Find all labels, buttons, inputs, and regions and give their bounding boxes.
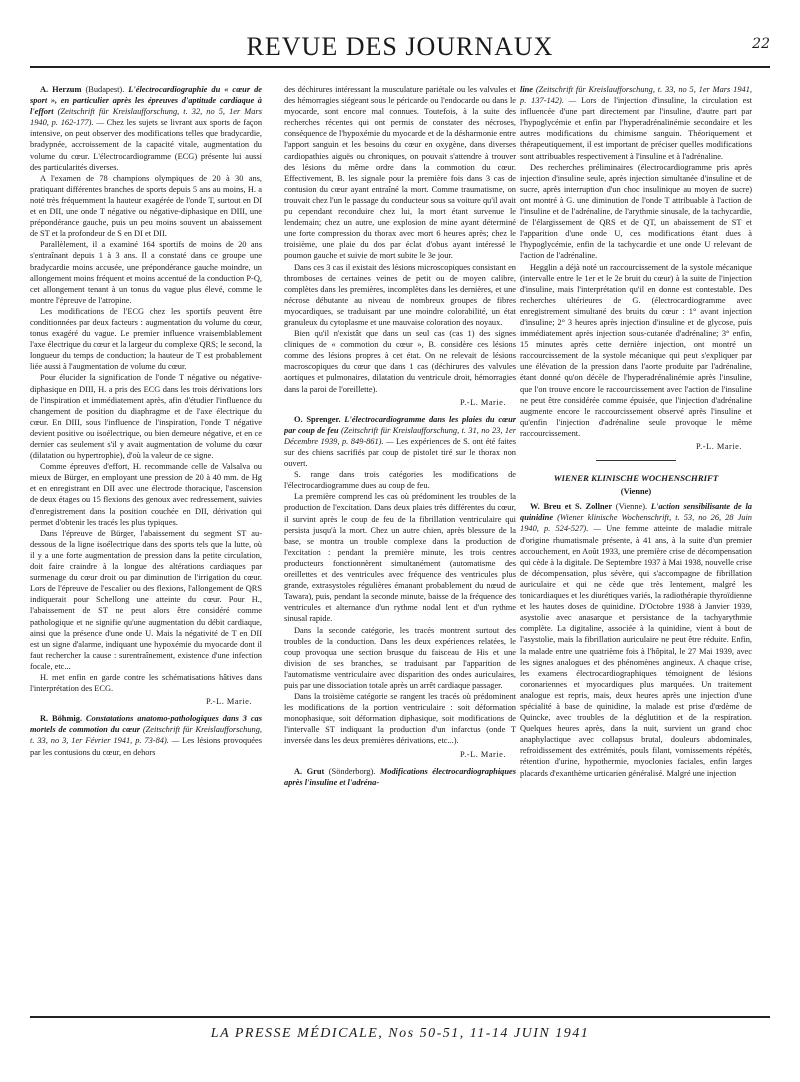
paragraph: des déchirures intéressant la musculature pariétale ou les valvules et des hémorragies siégeant sous le péricarde ou l'endocarde ou dans le myocarde, sont encore mal connues. Toutefois, à la suite des recherches récentes qui ont permis de constater des nécroses, conséquence de l'hypoxémie du myocarde et de la désharmonie entre l'apport sanguin et les besoins du cœur en oxygène, dans diverses cardiopathies aiguës ou chroniques, on pouvait s'attendre à trouver des lésions du même ordre dans la commotion du cœur. Effectivement, B. les signale pour la première fois dans 3 cas de contusion du cœur ayant entraîné la mort. Comme traumatisme, on trouvait chez l'un le passage du conducteur sous sa voiture qu'il avait pu cependant reconduire chez lui, la mort étant survenue le lendemain; chez un autre, une explosion de mine ayant déterminé une forte compression du thorax avec mort 6 heures après; chez le troisième, une plaie du dos par éclat d'obus ayant intéressé le poumon gauche et suivie de mort subite le 3e jour. xyxy=(284,85,516,261)
paragraph: Dans la troisième catégorie se rangent les tracés où prédominent les modifications de la portion ventriculaire : soit déformation monophasique, soit déformation diphasique, soit modifications de l'intervalle ST indiquant la production d'un infarctus (onde T inversée dans les deux premières dérivations, etc...). xyxy=(284,692,516,746)
article-source: (Zeitschrift für Kreislaufforschung, t. 31, no 23, 1er Décembre 1939, p. 849-861). — xyxy=(284,425,516,446)
article-author: O. Sprenger. xyxy=(294,414,345,424)
paragraph: A l'examen de 78 champions olympiques de 20 à 30 ans, pratiquant différentes branches de sports depuis 5 ans au moins, H. a noté très fréquemment la hauteur exagérée de l'onde T, surtout en DI et en DII, une onde T négative ou négative-diphasique en DIII, une prépondérance gauche, puis un peu moins souvent un abaissement de ST et la profondeur de S en DI et DII. xyxy=(30,173,262,239)
article-title: L'électrocardiogramme dans les plaies du cœur par coup de feu xyxy=(284,414,516,435)
article-title: line xyxy=(520,85,534,94)
paragraph: Bien qu'il n'existât que dans un seul cas (cas 1) des signes cliniques de « commotion du cœur », B. considère ces lésions comme des lésions propres à cet état. On ne relevait de lésions macroscopiques du cœur que dans 1 cas (déchirures des valvules aortiques et pulmonaires, dilatation du ventricule droit, hémorragies dans la paroi de l'oreillette). xyxy=(284,329,516,394)
footer-text: LA PRESSE MÉDICALE, Nos 50-51, 11-14 JUIN 1941 xyxy=(210,1026,590,1041)
paragraph: Les modifications de l'ECG chez les sportifs peuvent être conditionnées par deux facteurs : augmentation du volume du cœur, tonus exagéré du vague. Le premier influence vraisemblablement l'axe électrique du cœur et la largeur du complexe QRS; le second, la longueur du temps de conduction; la hauteur de T est probablement liée aussi à l'augmentation de volume du cœur. xyxy=(30,306,262,372)
column-right xyxy=(520,84,752,1022)
article-title: Constatations anatomo-pathologiques dans 3 cas mortels de commotion du cœur xyxy=(30,714,262,735)
paragraph: Hegglin a déjà noté un raccourcissement de la systole mécanique (intervalle entre le 1er et le 2e bruit du cœur) à la suite de l'injection d'insuline, mais l'interprétation qu'il en donne est contestable. Des recherches ultérieures de G. (électrocardiogramme avec enregistrement simultané des bruits du cœur : 1° avant injection d'insuline; 2° 3 heures après injection d'insuline et de glycose, puis immédiatement après injection sous-cutanée d'adrénaline; 3° enfin, 15 minutes après cette dernière injection, ont montré un raccourcissement de la systole mécanique qui peut s'expliquer par une élévation de la pression dans l'aorte produite par l'adrénaline, étant donné qu'on décèle de l'hyperadrénalinémie après l'insuline, que l'on trouve encore le raccourcissement avec l'action de l'insuline ne peut être considérée comme épuisée, que l'injection d'adrénaline augmente encore le raccourcissement observé après l'insuline et qu'enfin l'injection d'adrénaline seule provoque le même raccourcissement. xyxy=(520,262,752,438)
article-breu-intro xyxy=(520,501,752,778)
paragraph: Lors de l'injection d'insuline, la circulation est influencée d'une part directement par l'insuline, d'autre part par l'hypoglycémie et enfin par l'hyperadrénalinémie secondaire et les autres modifications du chimisme sanguin. Théoriquement et thérapeutiquement, il est important de préciser quelles modifications sont attribuables respectivement à l'insuline et à l'adrénaline. xyxy=(520,96,752,161)
article-author: A. Grut xyxy=(294,766,325,776)
article-author: A. Herzum xyxy=(40,85,82,94)
paragraph: Une femme atteinte de maladie mitrale d'origine rhumatismale présente, à 41 ans, à la suite d'un premier accouchement, en Août 1933, une première crise de décompensation qui cède à la digitale. De Septembre 1937 à Mai 1938, nouvelle crise de décompensation, plus sévère, qui s'accompagne de fibrillation auriculaire et qui ne cède que très lentement, malgré les tonicardiaques et les diurétiques variés, la radiothérapie thyroïdienne et les hautes doses de quinidine. D'Octobre 1938 à Janvier 1939, asystolie avec anasarque et persistance de la tachyarythmie complète. La digitaline, associée à la quinidine, vient à bout de l'asystolie, mais la fibrillation auriculaire ne peut être réduite. Enfin, la malade entre une quatrième fois à l'hôpital, le 27 Mai 1939, avec les signes analogues et des phénomènes angineux. A chaque crise, les examens électrocardiographiques témoignent de lésions coronariennes et myocardiques plus marquées. Un traitement analogue est repris, mais, deux heures après une injection d'une spécialité à base de quinidine, la malade est prise d'œdème de Quincke, avec troubles de la déglutition et de la respiration. Quelques heures après, dans la nuit, survient un grand choc anaphylactique avec collapsus brutal, douleurs abdominales, refroidissement des extrémités, pouls filant, vomissements répétés, rétention d'urine, hypothermie, myoclonies faciales, enfin larges placards d'exanthème urticarien généralisé. Malgré une injection xyxy=(520,524,752,778)
author-signature: P.-L. Marie. xyxy=(459,397,506,407)
author-signature: P.-L. Marie. xyxy=(459,749,506,759)
page-header xyxy=(30,28,770,68)
article-author: W. Breu et S. Zollner xyxy=(530,502,613,512)
article-source: (Wiener klinische Wochenschrift, t. 53, no 26, 28 Juin 1940, p. 524-527). — xyxy=(520,513,752,534)
paragraph: Dans ces 3 cas il existait des lésions microscopiques consistant en thromboses de certaines veines de petit ou de moyen calibre, complètes dans les premières, incomplètes dans les dernières, et une nécrose débutante au niveau de nombreux groupes de fibres myocardiques, se traduisant par une moindre colorabilité, un état granuleux du cytoplasme et une mauvaise coloration des noyaux. xyxy=(284,262,516,327)
section-divider xyxy=(596,460,676,461)
article-source: (Zeitschrift für Kreislaufforschung, t. 33, no 3, 1er Février 1941, p. 73-84). — xyxy=(30,725,262,746)
paragraph: La première comprend les cas où prédominent les troubles de la production de l'excitation. Dans deux plaies très différentes du cœur, il survint après le coup de feu de la fibrillation ventriculaire qui persista jusqu'à la mort. Chez un autre chien, après blessure de la base, se montra un trouble complexe dans la production de l'excitation : pendant la première minute, les trois centres producteurs fonctionnèrent simultanément (automatisme des oreillettes et des ventricules avec fréquence des ventricules plus grande, extrasystoles régulières émanant probablement du nœud de Tawara), puis, pendant la seconde minute, baisse de la fréquence des ventricules et alternance d'un rythme nodal lent et d'un rythme sinusal rapide. xyxy=(284,492,516,624)
author-signature: P.-L. Marie. xyxy=(695,442,742,451)
article-title: Modifications électrocardiographiques après l'insuline et l'adréna- xyxy=(284,766,516,787)
article-source: (Zeitschrift für Kreislaufforschung, t. 32, no 5, 1er Mars 1940, p. 162-177). — xyxy=(30,107,262,128)
paragraph: Chez les sujets se livrant aux sports de façon intensive, on peut observer des modifications telles que bradycardie, bradypnée, accroissement de la capacité vitale, augmentation du volume du cœur. L'électrocardiogramme (ECG) présente lui aussi des particularités diverses. xyxy=(30,118,262,172)
article-sprenger-intro xyxy=(284,414,516,469)
paragraph: Comme épreuves d'effort, H. recommande celle de Valsalva ou mieux de Bürger, en employant une pression de 20 à 40 mm. de Hg et en enregistrant en DII avec une électrode thoracique, l'ascension de deux étages ou 15 flexions des genoux avec redressement, suivies d'enregistrement dans la position couchée en DII, dérivation qui permet d'obtenir les tracés les plus typiques. xyxy=(30,462,262,527)
column-left xyxy=(30,84,262,1022)
paragraph: Dans la seconde catégorie, les tracés montrent surtout des troubles de la conduction. Dans les deux expériences relatées, le coup provoqua une section brusque du faisceau de His et une division de ses branches, se traduisant par l'apparition de l'automatisme ventriculaire avec disparition des ondes auriculaires, puis par une dissociation totale après un arrêt cardiaque passager. xyxy=(284,625,516,690)
paragraph: H. met enfin en garde contre les schématisations hâtives dans l'interprétation des ECG. xyxy=(30,672,262,694)
paragraph: Les lésions provoquées par les contusions du cœur, en dehors xyxy=(30,736,262,757)
article-bohmig-intro xyxy=(30,713,262,757)
paragraph: S. range dans trois catégories les modifications de l'électrocardiogramme dues au coup de feu. xyxy=(284,470,516,491)
page-footer xyxy=(30,1016,770,1048)
journal-city: (Vienne) xyxy=(620,487,652,497)
article-author-place: (Budapest). xyxy=(81,85,129,94)
author-signature: P.-L. Marie. xyxy=(205,697,252,707)
column-middle xyxy=(284,84,516,1022)
paragraph: Les expériences de S. ont été faites sur des chiens sacrifiés par coup de pistolet tiré sur le thorax non ouvert. xyxy=(284,436,516,469)
article-source: (Zeitschrift für Kreislaufforschung, t. 33, no 5, 1er Mars 1941, p. 137-142). — xyxy=(520,85,752,106)
paragraph: Des recherches préliminaires (électrocardiogramme pris après injection d'insuline seule, après injection simultanée d'insuline et de sucre, après interruption d'un choc insulinique au moyen de sucre) ont montré à G. une diminution de l'onde T attribuable à l'action de l'insuline et de l'adrénaline, de l'arythmie sinusale, de la tachycardie, de l'élargissement de QRS et de QT, un abaissement de ST et l'apparition d'une onde U, ces modifications étant dues à l'hypoglycémie, enfin de la tachycardie et une onde U relevant de l'action de l'adrénaline. xyxy=(520,162,752,261)
page-title: REVUE DES JOURNAUX xyxy=(246,32,554,61)
paragraph: Parallèlement, il a examiné 164 sportifs de moins de 20 ans s'entraînant depuis 1 à 3 ans. Il a constaté dans ce groupe une bradycardie moins accusée, une prépondérance gauche moindre, un allongement moins fréquent et moins accentué de la conduction P-Q, cet allongement tenant à un tonus du vague plus élevé, comme le montre l'épreuve de l'atropine. xyxy=(30,240,262,305)
article-herzum-intro xyxy=(30,84,262,173)
article-title: L'électrocardiographie du « cœur de sport », en particulier après les épreuves d'aptitude cardiaque à l'effort xyxy=(30,85,262,117)
article-title: L'action sensibilisante de la quinidine xyxy=(520,502,752,523)
journal-heading: WIENER KLINISCHE WOCHENSCHRIFT xyxy=(553,473,719,484)
article-author-place: (Vienne). xyxy=(612,502,651,512)
paragraph: Dans l'épreuve de Bürger, l'abaissement du segment ST au-dessous de la ligne isoélectrique dans des sports tels que la lutte, où il y a une forte augmentation de pression dans la petite circulation, doit faire craindre à la longue des altérations cardiaques par surmenage du cœur droit ou par diminution de l'irrigation du cœur. Lors de l'épreuve de l'escalier ou des flexions, l'allongement de QRS indiquerait pour Schellong une atteinte du cœur. Pour H., l'abaissement de ST ne peut alors être considéré comme pathologique et ne signifie qu'une augmentation du débit cardiaque, ainsi que la présence d'une onde U. Mais la négativité de T en DII est un signe d'alarme, indiquant une hypoxémie du myocarde dont il faut rechercher la cause : surentraînement, existence d'une infection focale, etc... xyxy=(30,528,262,671)
article-grut-intro xyxy=(284,766,516,788)
article-grut-continued xyxy=(520,84,752,162)
article-author-place: (Sönderborg). xyxy=(324,766,380,776)
page-number: 22 xyxy=(752,36,770,52)
paragraph: Pour élucider la signification de l'onde T négative ou négative-diphasique en DIII, H. a pris des ECG dans les trois dérivations lors de l'inspiration et immédiatement après, afin d'étudier l'influence du changement de position du diaphragme et de l'axe électrique du cœur. En DIII, sous l'influence de l'inspiration, l'onde T négative devient positive ou isoélectrique, ou bien demeure négative, et en ce dernier cas seulement s'il y avait augmentation de volume du cœur (dilatation ou hypertrophie), d'où la valeur de ce signe. xyxy=(30,373,262,461)
article-author: R. Böhmig. xyxy=(40,714,86,724)
